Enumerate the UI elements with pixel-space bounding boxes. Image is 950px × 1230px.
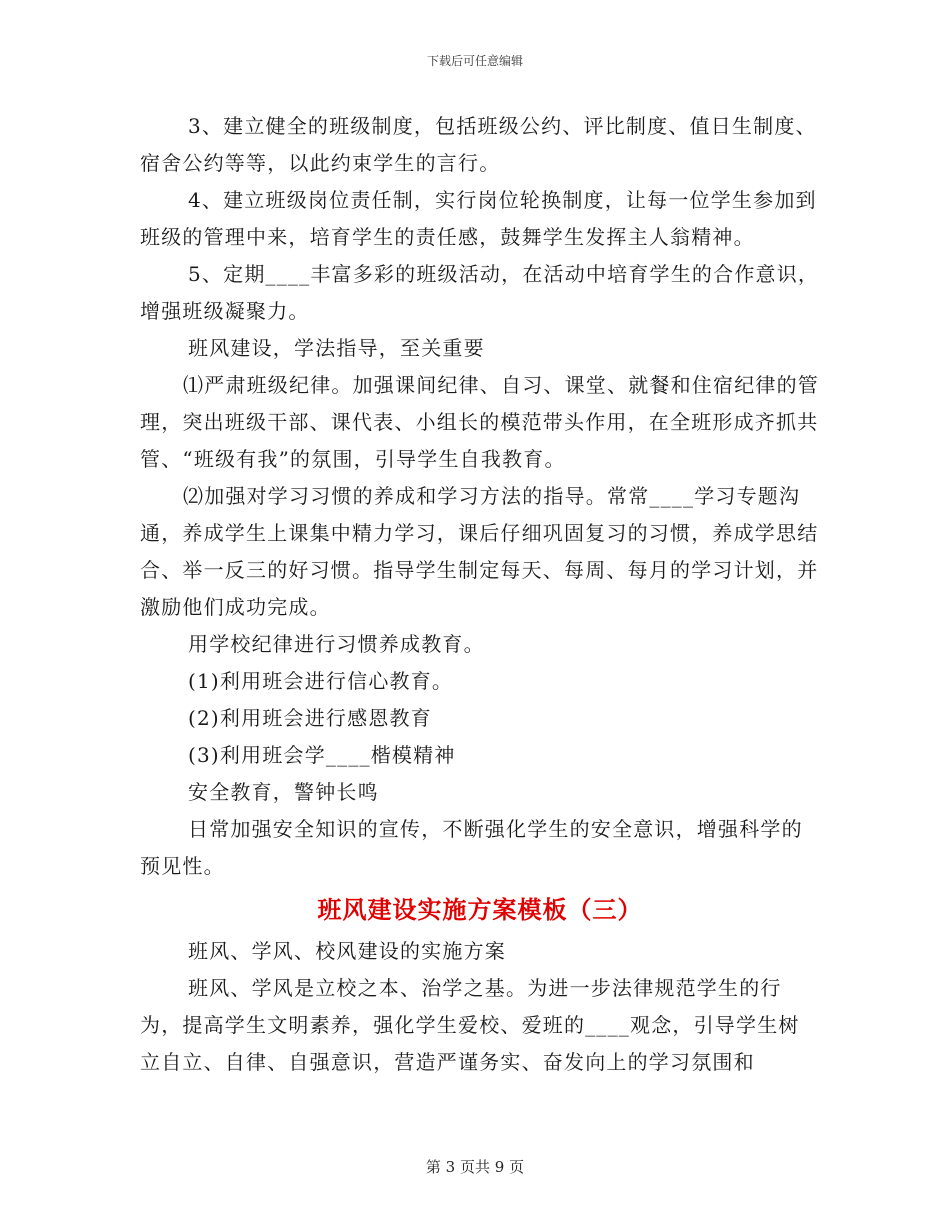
header-note: 下载后可任意编辑 (426, 54, 523, 68)
document-body (140, 108, 820, 1081)
subheading-class-style: 班风建设，学法指导，至关重要 (188, 336, 485, 360)
section-subheading: 班风、学风、校风建设的实施方案 (188, 939, 506, 963)
section-title: 班风建设实施方案模板（三） (317, 895, 643, 924)
paragraph-item-5: 5、定期____丰富多彩的班级活动，在活动中培育学生的合作意识，增强班级凝聚力。 (140, 262, 820, 323)
list-item-gratitude: (2)利用班会进行感恩教育 (188, 706, 432, 730)
subheading-safety: 安全教育，警钟长鸣 (188, 780, 379, 804)
page-number: 第 3 页共 9 页 (425, 1158, 525, 1176)
paragraph-discipline: ⑴严肃班级纪律。加强课间纪律、自习、课堂、就餐和住宿纪律的管理，突出班级干部、课代表、小组长的模范带头作用，在全班形成齐抓共管、“班级有我”的氛围，引导学生自我教育。 (140, 373, 819, 471)
list-item-role-model: (3)利用班会学____楷模精神 (188, 743, 456, 767)
paragraph-school-discipline: 用学校纪律进行习惯养成教育。 (188, 632, 485, 656)
list-item-confidence: (1)利用班会进行信心教育。 (188, 669, 454, 693)
section-paragraph: 班风、学风是立校之本、治学之基。为进一步法律规范学生的行为，提高学生文明素养，强化学生爱校、爱班的____观念，引导学生树立自立、自律、自强意识，营造严谨务实、奋发向上的学习氛围和 (140, 976, 800, 1074)
paragraph-study-habits: ⑵加强对学习习惯的养成和学习方法的指导。常常____学习专题沟通，养成学生上课集中精力学习，课后仔细巩固复习的习惯，养成学思结合、举一反三的好习惯。指导学生制定每天、每周、每月的学习计划，并激励他们成功完成。 (140, 484, 819, 619)
paragraph-safety: 日常加强安全知识的宣传，不断强化学生的安全意识，增强科学的预见性。 (140, 817, 803, 878)
paragraph-item-3: 3、建立健全的班级制度，包括班级公约、评比制度、值日生制度、宿舍公约等等，以此约束学生的言行。 (140, 114, 817, 175)
paragraph-item-4: 4、建立班级岗位责任制，实行岗位轮换制度，让每一位学生参加到班级的管理中来，培育学生的责任感，鼓舞学生发挥主人翁精神。 (140, 188, 817, 249)
